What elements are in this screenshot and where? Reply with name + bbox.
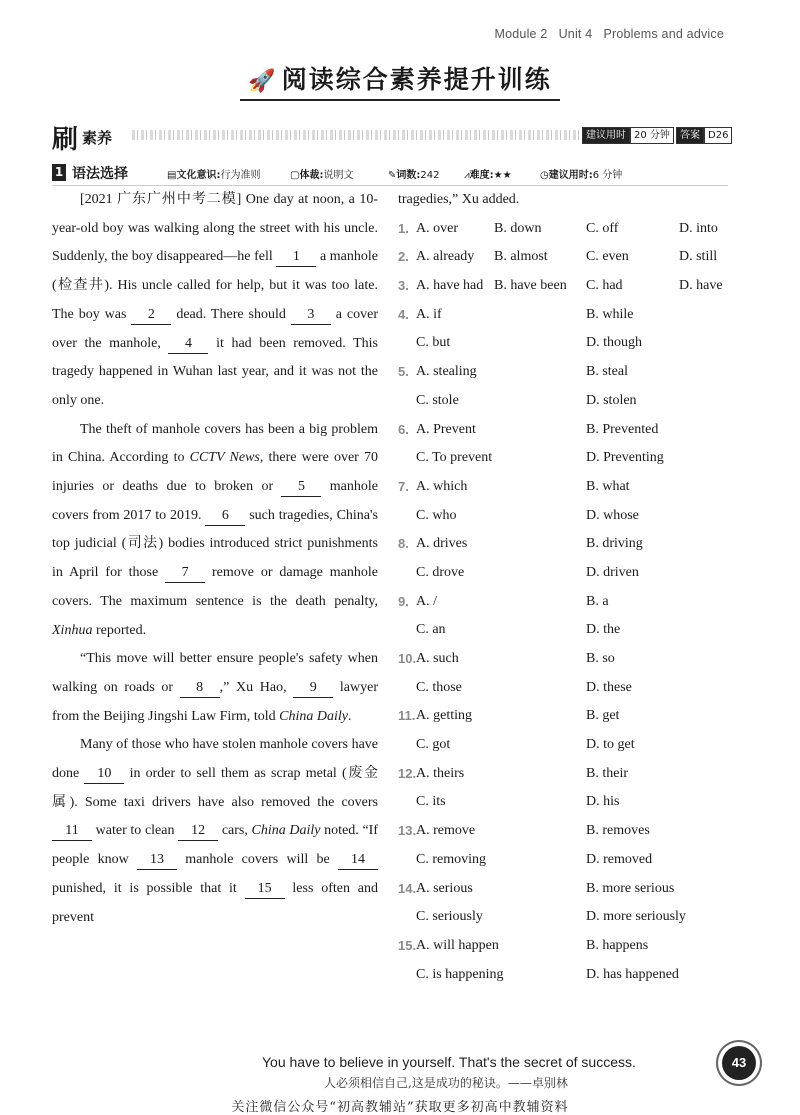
page-title xyxy=(240,60,559,101)
question-row xyxy=(398,559,738,588)
option-b[interactable]: B. almost xyxy=(494,249,548,265)
option-d[interactable]: D. Preventing xyxy=(586,450,664,466)
question-row xyxy=(398,846,738,875)
question-row xyxy=(398,645,738,674)
blank-9: 9 xyxy=(293,679,333,698)
option-c[interactable]: C. drove xyxy=(416,564,465,580)
option-a[interactable]: A. stealing xyxy=(416,364,477,380)
rocket-icon: 🚀 xyxy=(248,69,278,94)
question-number: 5. xyxy=(398,364,409,380)
option-b[interactable]: B. more serious xyxy=(586,880,675,896)
option-a[interactable]: A. over xyxy=(416,220,458,236)
time-value: 20 分钟 xyxy=(630,127,674,144)
question-number: 10. xyxy=(398,651,417,666)
option-d[interactable]: D. have xyxy=(679,278,723,294)
option-b[interactable]: B. steal xyxy=(586,364,628,380)
option-b[interactable]: B. removes xyxy=(586,823,650,839)
question-number: 14. xyxy=(398,880,417,896)
question-row xyxy=(398,875,738,904)
blank-12: 12 xyxy=(178,822,218,841)
option-c[interactable]: C. off xyxy=(586,220,619,236)
option-a[interactable]: A. such xyxy=(416,651,459,666)
question-row xyxy=(398,530,738,559)
blank-4: 4 xyxy=(168,335,208,354)
option-d[interactable]: D. stolen xyxy=(586,392,637,408)
option-d[interactable]: D. whose xyxy=(586,507,639,523)
option-d[interactable]: D. these xyxy=(586,679,632,695)
option-c[interactable]: C. those xyxy=(416,679,462,695)
question-row xyxy=(398,301,738,330)
option-b[interactable]: B. their xyxy=(586,765,628,781)
question-number: 2. xyxy=(398,249,409,265)
paragraph-2: The theft of manhole covers has been a big problem in China. According to CCTV News, there were over 70 injuries or deaths due to broken or 5 manhole covers from 2017 to 2019. 6 such tragedies, China's top judicial (司法) bodies introduced strict punishments in April for those 7 remove or damage manhole covers. The maximum sentence is the death penalty, Xinhua reported. xyxy=(52,421,378,638)
meta-culture: ▤文化意识:行为准则 xyxy=(167,170,261,181)
option-d[interactable]: D. his xyxy=(586,794,620,810)
option-c[interactable]: C. To prevent xyxy=(416,450,493,466)
option-b[interactable]: B. Prevented xyxy=(586,421,659,437)
option-b[interactable]: B. down xyxy=(494,220,542,236)
options-column xyxy=(398,186,738,989)
meta-words: ✎词数:242 xyxy=(388,170,440,181)
option-d[interactable]: D. has happened xyxy=(586,966,679,982)
chart-icon: ⩘ xyxy=(464,170,470,181)
blank-1: 1 xyxy=(276,248,316,267)
header-module: Module 2 xyxy=(494,27,548,41)
header-topic: Problems and advice xyxy=(603,27,724,41)
question-row xyxy=(398,387,738,416)
option-a[interactable]: A. theirs xyxy=(416,765,465,781)
question-row xyxy=(398,444,738,473)
question-number: 13. xyxy=(398,823,417,839)
option-b[interactable]: B. get xyxy=(586,708,620,724)
question-row xyxy=(398,588,738,617)
blank-3: 3 xyxy=(291,306,331,325)
question-row xyxy=(398,616,738,645)
blank-7: 7 xyxy=(165,564,205,583)
option-c[interactable]: C. is happening xyxy=(416,966,504,982)
answer-value: D26 xyxy=(704,127,732,144)
question-row xyxy=(398,674,738,703)
option-d[interactable]: D. driven xyxy=(586,564,639,580)
meta-difficulty: ⩘难度:★★ xyxy=(464,170,512,181)
option-d[interactable]: D. still xyxy=(679,249,718,265)
page-number: 43 xyxy=(722,1046,756,1080)
option-a[interactable]: A. getting xyxy=(416,708,472,724)
option-a[interactable]: A. will happen xyxy=(416,937,499,953)
option-a[interactable]: A. if xyxy=(416,306,442,322)
option-c[interactable]: C. but xyxy=(416,335,451,351)
question-row xyxy=(398,243,738,272)
paragraph-1: [2021 广东广州中考二模] One day at noon, a 10-year-old boy was walking along the street with his uncle. Suddenly, the boy disappeared—he fell 1 a manhole (检查井). His uncle called for help, but it was too late. The boy was 2 dead. There should 3 a cover over the manhole, 4 it had been removed. This tragedy happened in Wuhan last year, and it was not the only one. xyxy=(52,192,379,408)
question-number: 15. xyxy=(398,937,417,953)
blank-8: 8 xyxy=(180,679,220,698)
option-a[interactable]: A. serious xyxy=(416,880,473,896)
book-icon: ▤ xyxy=(167,170,177,181)
exercise-title: 语法选择 xyxy=(72,166,128,182)
option-c[interactable]: C. even xyxy=(586,249,629,265)
section-shua: 刷 xyxy=(52,125,79,155)
option-b[interactable]: B. a xyxy=(586,593,609,609)
question-row xyxy=(398,788,738,817)
option-d[interactable]: D. though xyxy=(586,335,642,351)
header-unit: Unit 4 xyxy=(558,27,593,41)
option-b[interactable]: B. happens xyxy=(586,937,649,953)
question-number: 6. xyxy=(398,421,409,437)
question-number: 3. xyxy=(398,278,409,294)
pen-icon: ✎ xyxy=(388,170,397,181)
option-d[interactable]: D. the xyxy=(586,622,621,638)
paragraph-4: Many of those who have stolen manhole covers have done 10 in order to sell them as scrap metal (废金属). Some taxi drivers have also removed the covers 11 water to clean 12 cars, China Daily noted. “If people know 13 manhole covers will be 14 punished, it is possible that it 15 less often and prevent xyxy=(52,737,378,925)
meta-genre: ▢体裁:说明文 xyxy=(290,170,354,181)
blank-13: 13 xyxy=(137,851,177,870)
exercise-bar xyxy=(52,161,728,186)
question-row xyxy=(398,272,738,301)
question-number: 7. xyxy=(398,478,409,494)
option-c[interactable]: C. had xyxy=(586,278,623,294)
title-block xyxy=(0,60,800,101)
option-c[interactable]: C. seriously xyxy=(416,909,483,925)
bottom-note: 关注微信公众号“初高教辅站”获取更多初高中教辅资料 xyxy=(231,1100,569,1115)
blank-10: 10 xyxy=(84,765,124,784)
question-row xyxy=(398,416,738,445)
blank-14: 14 xyxy=(338,851,378,870)
option-c[interactable]: C. stole xyxy=(416,392,459,408)
footer-quote-en: You have to believe in yourself. That's the secret of success. xyxy=(262,1054,636,1070)
blank-6: 6 xyxy=(205,507,245,526)
page-title-text: 阅读综合素养提升训练 xyxy=(281,65,552,94)
option-d[interactable]: D. into xyxy=(679,220,718,236)
question-row xyxy=(398,329,738,358)
blank-5: 5 xyxy=(281,478,321,497)
option-b[interactable]: B. so xyxy=(586,651,615,666)
question-number: 8. xyxy=(398,536,409,552)
option-c[interactable]: C. its xyxy=(416,794,446,810)
footer-quote-cn: 人必须相信自己,这是成功的秘诀。——卓别林 xyxy=(324,1076,568,1090)
question-row xyxy=(398,932,738,961)
question-row xyxy=(398,817,738,846)
option-a[interactable]: A. remove xyxy=(416,823,476,839)
clock-icon: ◷ xyxy=(540,170,549,181)
option-a[interactable]: A. / xyxy=(416,593,437,609)
paragraph-3: “This move will better ensure people's safety when walking on roads or 8 ,” Xu Hao, 9 lawyer from the Beijing Jingshi Law Firm, told China Daily. xyxy=(52,651,378,724)
decorative-strip xyxy=(132,130,622,140)
question-list xyxy=(398,215,738,990)
question-row xyxy=(398,961,738,990)
option-d[interactable]: D. removed xyxy=(586,851,653,867)
option-d[interactable]: D. to get xyxy=(586,737,635,753)
blank-15: 15 xyxy=(245,880,285,899)
question-row xyxy=(398,702,738,731)
question-number: 12. xyxy=(398,765,417,781)
passage-continuation: tragedies,” Xu added. xyxy=(398,192,520,207)
option-c[interactable]: C. who xyxy=(416,507,457,523)
question-row xyxy=(398,760,738,789)
question-row xyxy=(398,731,738,760)
question-row xyxy=(398,502,738,531)
option-c[interactable]: C. removing xyxy=(416,851,486,867)
option-c[interactable]: C. got xyxy=(416,737,451,753)
section-suyang: 素养 xyxy=(82,129,113,147)
question-number: 1. xyxy=(398,220,409,236)
question-row xyxy=(398,903,738,932)
option-a[interactable]: A. which xyxy=(416,478,468,494)
option-b[interactable]: B. while xyxy=(586,306,634,322)
exercise-number: 1 xyxy=(52,164,66,181)
doc-icon: ▢ xyxy=(290,170,300,181)
option-b[interactable]: B. have been xyxy=(494,278,567,294)
option-c[interactable]: C. an xyxy=(416,622,446,638)
time-label: 建议用时 xyxy=(582,127,630,144)
question-number: 4. xyxy=(398,306,409,322)
option-a[interactable]: A. drives xyxy=(416,536,468,552)
option-b[interactable]: B. what xyxy=(586,478,630,494)
blank-2: 2 xyxy=(131,306,171,325)
answer-label: 答案 xyxy=(676,127,704,144)
question-number: 11. xyxy=(398,708,416,724)
option-a[interactable]: A. Prevent xyxy=(416,421,476,437)
question-row xyxy=(398,215,738,244)
passage xyxy=(52,186,378,932)
blank-11: 11 xyxy=(52,822,92,841)
question-row xyxy=(398,473,738,502)
meta-time: ◷建议用时:6 分钟 xyxy=(540,170,623,181)
section-bar xyxy=(52,121,729,155)
option-a[interactable]: A. already xyxy=(416,249,475,265)
option-a[interactable]: A. have had xyxy=(416,278,484,294)
question-number: 9. xyxy=(398,593,409,609)
option-b[interactable]: B. driving xyxy=(586,536,643,552)
option-d[interactable]: D. more seriously xyxy=(586,909,686,925)
page-header xyxy=(495,27,724,41)
question-row xyxy=(398,358,738,387)
